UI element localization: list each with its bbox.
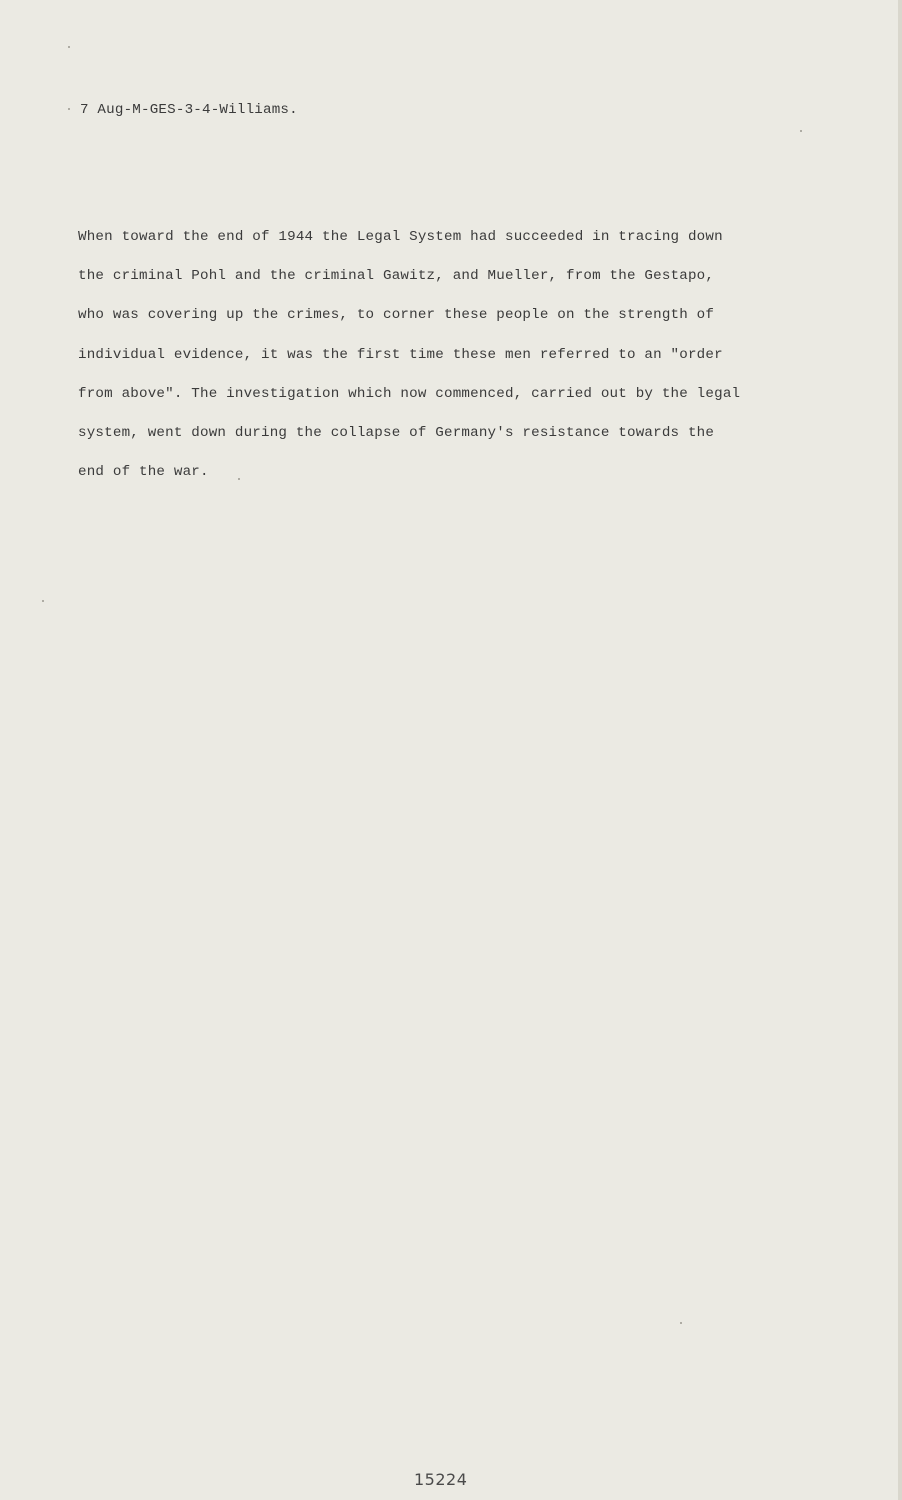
body-line: system, went down during the collapse of Germany's resistance towards the	[78, 425, 715, 442]
paper-speck	[68, 108, 70, 110]
body-line: end of the war.	[78, 464, 209, 481]
document-body	[78, 218, 838, 492]
document-reference-header: 7 Aug-M-GES-3-4-Williams.	[80, 102, 298, 118]
body-line: When toward the end of 1944 the Legal System had succeeded in tracing down	[78, 229, 723, 245]
page-number: 15224	[414, 1470, 468, 1489]
paper-speck	[42, 600, 44, 602]
body-line: the criminal Pohl and the criminal Gawitz, and Mueller, from the Gestapo,	[78, 268, 715, 285]
page-edge	[898, 0, 902, 1500]
paper-speck	[800, 130, 802, 132]
paper-speck	[68, 46, 70, 48]
body-line: who was covering up the crimes, to corner these people on the strength of	[78, 307, 715, 324]
body-line: from above". The investigation which now commenced, carried out by the legal	[78, 385, 741, 402]
body-line: individual evidence, it was the first time these men referred to an "order	[78, 346, 723, 363]
paper-speck	[680, 1322, 682, 1324]
